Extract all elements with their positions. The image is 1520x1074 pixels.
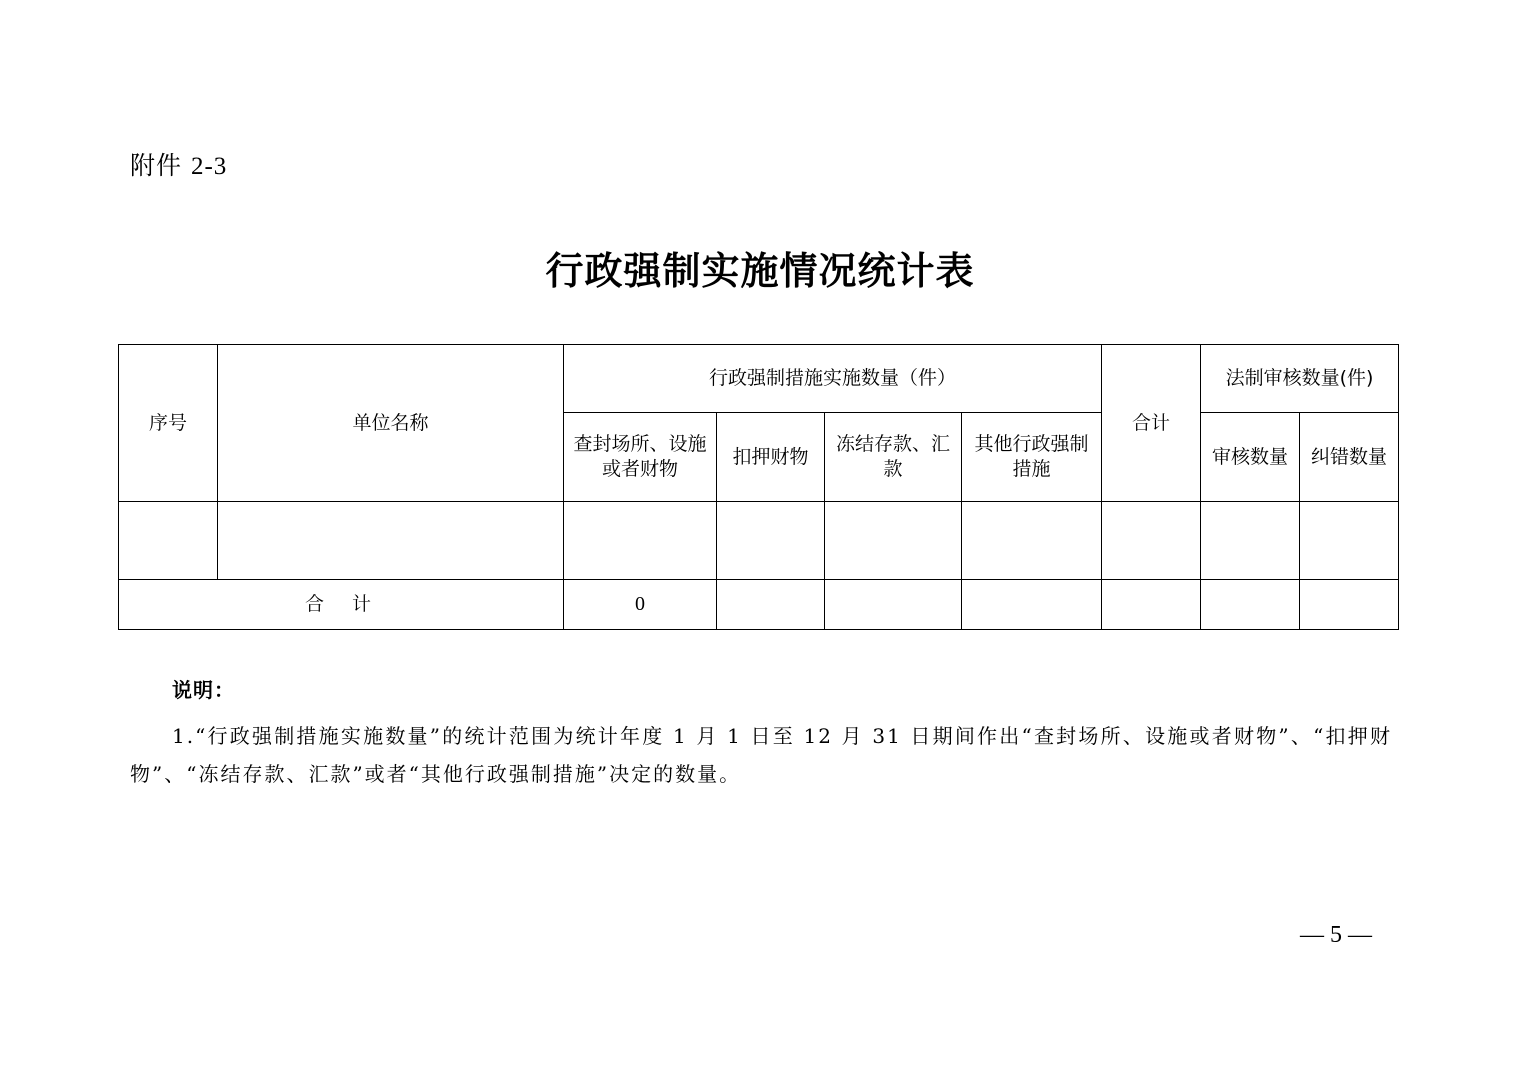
document-title: 行政强制实施情况统计表 — [545, 248, 975, 293]
total-row — [119, 580, 1399, 630]
header-reviewed: 审核数量 — [1201, 413, 1300, 502]
total-reviewed — [1201, 580, 1300, 630]
total-freeze — [825, 580, 962, 630]
cell-seal — [564, 502, 717, 580]
cell-other — [962, 502, 1102, 580]
header-review-group: 法制审核数量(件) — [1201, 345, 1399, 413]
table-row — [119, 502, 1399, 580]
notes-heading: 说明： — [172, 678, 235, 702]
header-measures-group: 行政强制措施实施数量（件） — [564, 345, 1102, 413]
cell-total — [1102, 502, 1201, 580]
cell-seq — [119, 502, 218, 580]
cell-corrected — [1300, 502, 1399, 580]
page-number: — 5 — — [1300, 922, 1372, 948]
header-total: 合计 — [1102, 345, 1201, 502]
statistics-table — [118, 344, 1399, 630]
header-other: 其他行政强制措施 — [962, 413, 1102, 502]
attachment-prefix: 附件 — [130, 151, 183, 180]
header-row-1 — [119, 345, 1399, 413]
cell-unit-name — [218, 502, 564, 580]
total-row-label: 合计 — [119, 580, 564, 630]
cell-seize — [717, 502, 825, 580]
header-freeze: 冻结存款、汇款 — [825, 413, 962, 502]
header-corrected: 纠错数量 — [1300, 413, 1399, 502]
cell-freeze — [825, 502, 962, 580]
attachment-label — [130, 146, 227, 182]
total-corrected — [1300, 580, 1399, 630]
total-other — [962, 580, 1102, 630]
note-item-1: 1.“行政强制措施实施数量”的统计范围为统计年度 1 月 1 日至 12 月 31 日期间作出“查封场所、设施或者财物”、“扣押财物”、“冻结存款、汇款”或者“其他行政强制措施”决定的数量。 — [130, 724, 1392, 786]
header-seize: 扣押财物 — [717, 413, 825, 502]
total-seal: 0 — [564, 580, 717, 630]
attachment-number: 2-3 — [190, 153, 228, 180]
cell-reviewed — [1201, 502, 1300, 580]
total-seize — [717, 580, 825, 630]
header-seq: 序号 — [119, 345, 218, 502]
header-seal: 查封场所、设施或者财物 — [564, 413, 717, 502]
header-unit-name: 单位名称 — [218, 345, 564, 502]
total-total — [1102, 580, 1201, 630]
